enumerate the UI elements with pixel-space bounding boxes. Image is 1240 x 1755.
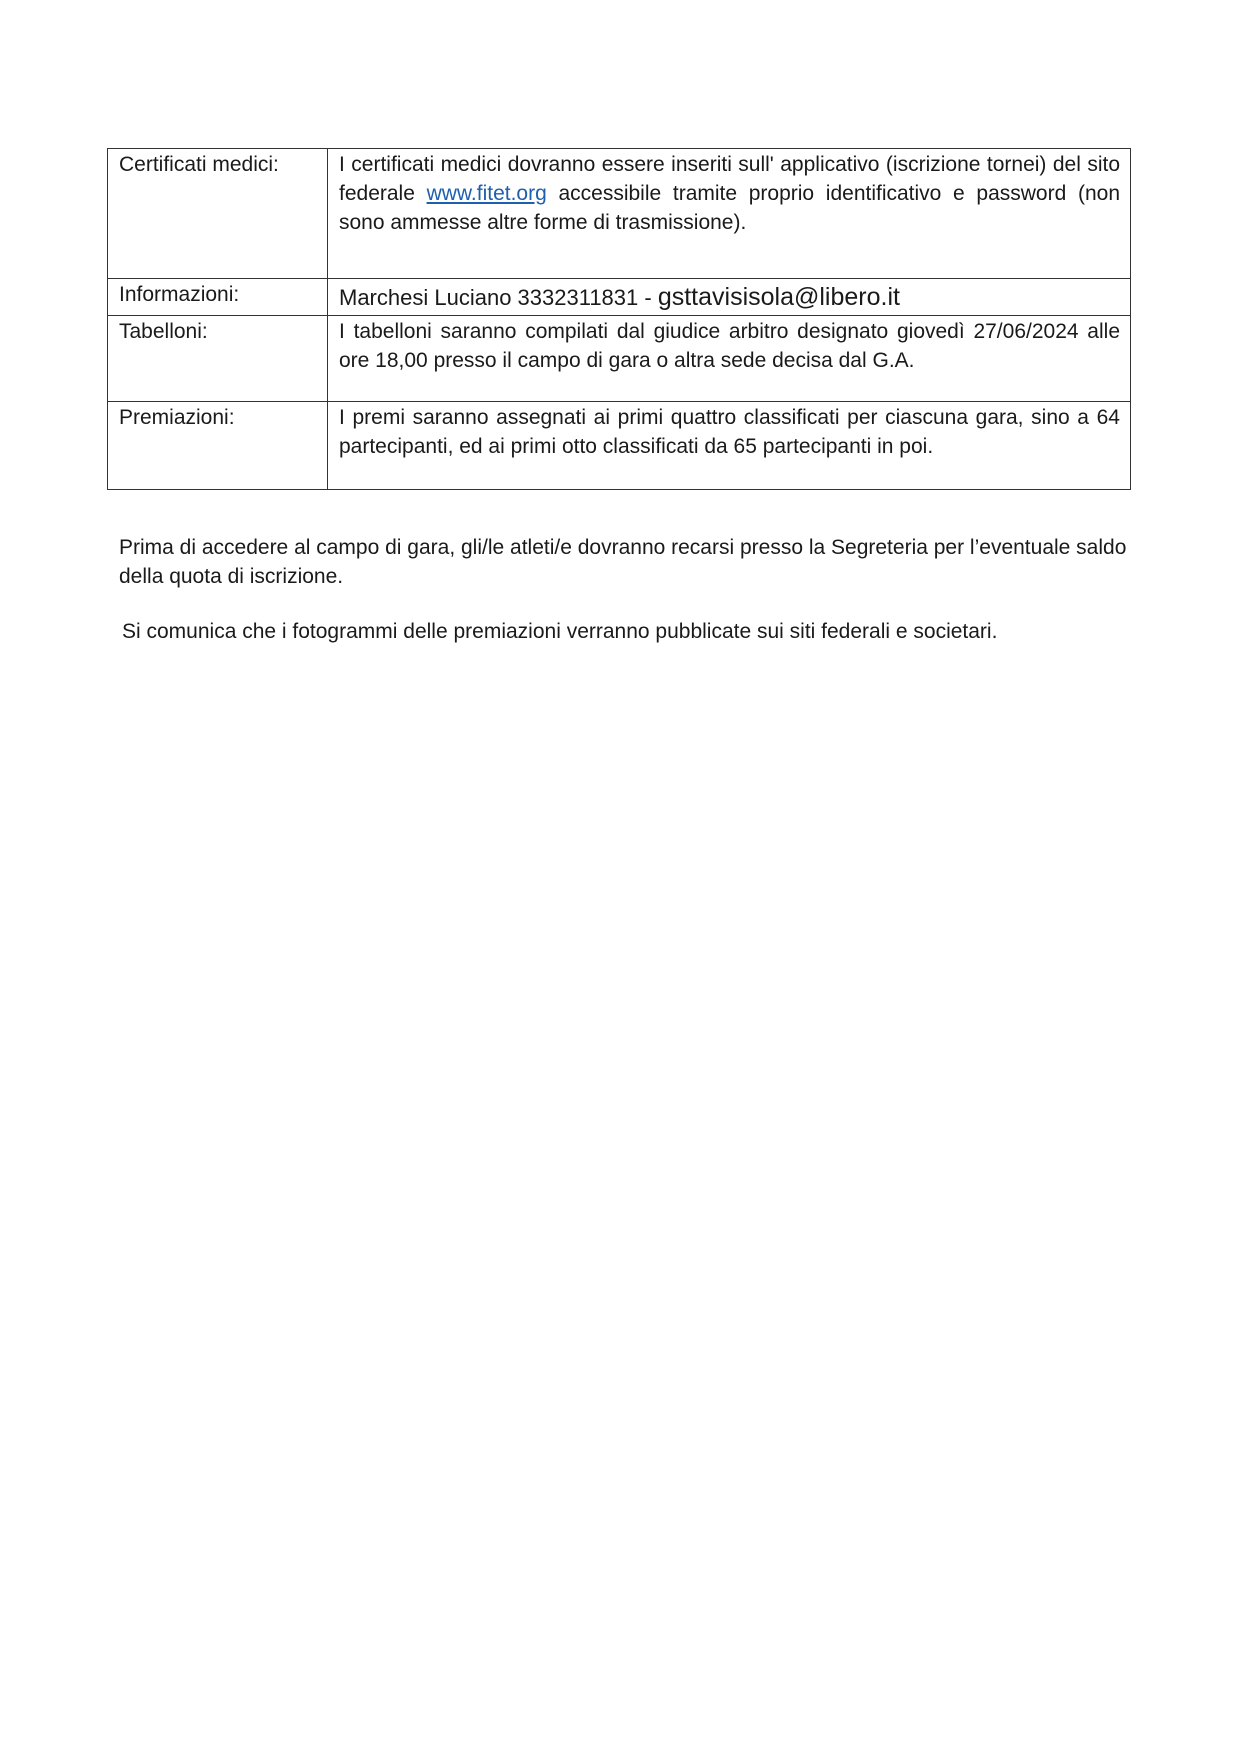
row-label: Certificati medici: bbox=[108, 149, 328, 279]
info-table bbox=[107, 148, 1131, 490]
row-value: I tabelloni saranno compilati dal giudice arbitro designato giovedì 27/06/2024 alle ore 18,00 presso il campo di gara o altra sede decisa dal G.A. bbox=[328, 316, 1131, 402]
contact-email: gsttavisisola@libero.it bbox=[657, 283, 900, 311]
cert-text-start: I certificati medici dovranno essere inseriti sull' applicativo (iscrizione tornei) del sito federale bbox=[339, 153, 1120, 205]
fitet-link[interactable]: www.fitet.org bbox=[426, 182, 547, 205]
row-value: I premi saranno assegnati ai primi quattro classificati per ciascuna gara, sino a 64 partecipanti, ed ai primi otto classificati da 65 partecipanti in poi. bbox=[328, 402, 1131, 490]
row-value bbox=[328, 279, 1131, 316]
contact-line bbox=[339, 280, 900, 312]
row-value bbox=[328, 149, 1131, 279]
table-row-tabelloni bbox=[108, 316, 1131, 402]
row-label: Tabelloni: bbox=[108, 316, 328, 402]
contact-name-phone: Marchesi Luciano 3332311831 - bbox=[339, 285, 658, 310]
cert-text-end: accessibile tramite proprio identificativo e password (non sono ammesse altre forme di trasmissione). bbox=[339, 182, 1120, 234]
row-label: Informazioni: bbox=[108, 279, 328, 316]
row-label: Premiazioni: bbox=[108, 402, 328, 490]
table-row-certificati bbox=[108, 149, 1131, 279]
registration-note: Prima di accedere al campo di gara, gli/le atleti/e dovranno recarsi presso la Segreteria per l’eventuale saldo della quota di iscrizione. bbox=[119, 536, 1127, 588]
table-row-premiazioni bbox=[108, 402, 1131, 490]
photo-note: Si comunica che i fotogrammi delle premiazioni verranno pubblicate sui siti federali e societari. bbox=[122, 620, 998, 643]
table-row-informazioni bbox=[108, 279, 1131, 316]
